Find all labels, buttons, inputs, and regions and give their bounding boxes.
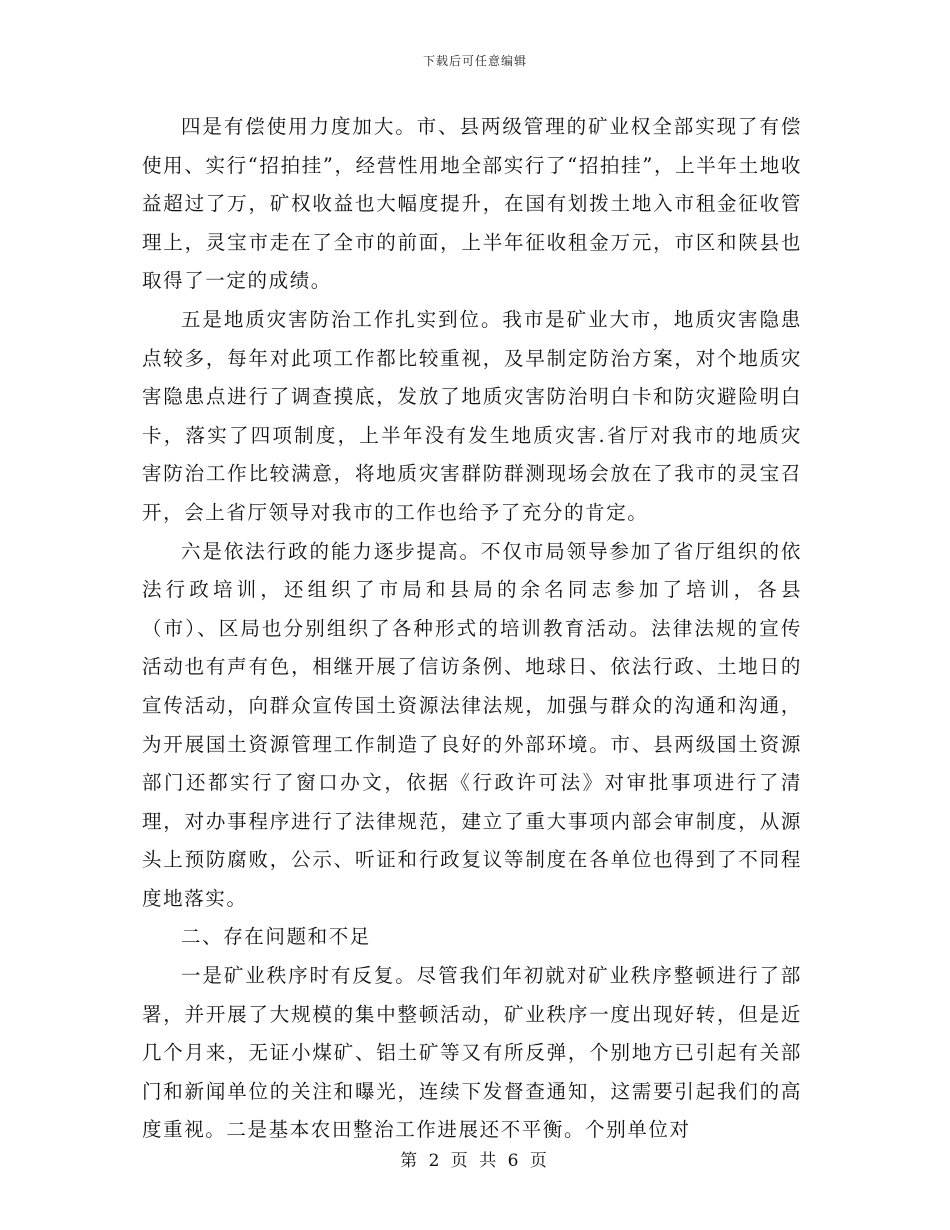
page-footer: 第 2 页 共 6 页 xyxy=(400,1151,550,1171)
paragraph-4-compensated-use: 四是有偿使用力度加大。市、县两级管理的矿业权全部实现了有偿使用、实行“招拍挂”，经营性用地全部实行了“招拍挂”，上半年土地收益超过了万，矿权收益也大幅度提升，在国有划拨土地入市租金征收管理上，灵宝市走在了全市的前面，上半年征收租金万元，市区和陕县也取得了一定的成绩。 xyxy=(142,115,802,293)
paragraph-problems-1: 一是矿业秩序时有反复。尽管我们年初就对矿业秩序整顿进行了部署，并开展了大规模的集中整顿活动，矿业秩序一度出现好转，但是近几个月来，无证小煤矿、铝土矿等又有所反弹，个别地方已引起有关部门和新闻单位的关注和曝光，连续下发督查通知，这需要引起我们的高度重视。二是基本农田整治工作进展还不平衡。个别单位对 xyxy=(142,964,802,1142)
section-heading-problems: 二、存在问题和不足 xyxy=(181,925,371,949)
paragraph-6-administration-by-law: 六是依法行政的能力逐步提高。不仅市局领导参加了省厅组织的依法行政培训，还组织了市局和县局的余名同志参加了培训，各县（市）、区局也分别组织了各种形式的培训教育活动。法律法规的宣传活动也有声有色，相继开展了信访条例、地球日、依法行政、土地日的宣传活动，向群众宣传国土资源法律法规，加强与群众的沟通和沟通，为开展国土资源管理工作制造了良好的外部环境。市、县两级国土资源部门还都实行了窗口办文，依据《行政许可法》对审批事项进行了清理，对办事程序进行了法律规范，建立了重大事项内部会审制度，从源头上预防腐败，公示、听证和行政复议等制度在各单位也得到了不同程度地落实。 xyxy=(142,539,802,910)
paragraph-5-geological-disaster: 五是地质灾害防治工作扎实到位。我市是矿业大市，地质灾害隐患点较多，每年对此项工作都比较重视，及早制定防治方案，对个地质灾害隐患点进行了调查摸底，发放了地质灾害防治明白卡和防灾避险明白卡，落实了四项制度，上半年没有发生地质灾害.省厅对我市的地质灾害防治工作比较满意，将地质灾害群防群测现场会放在了我市的灵宝召开，会上省厅领导对我市的工作也给予了充分的肯定。 xyxy=(142,307,802,524)
page-header: 下载后可任意编辑 xyxy=(422,54,527,68)
document-body xyxy=(142,108,802,1150)
